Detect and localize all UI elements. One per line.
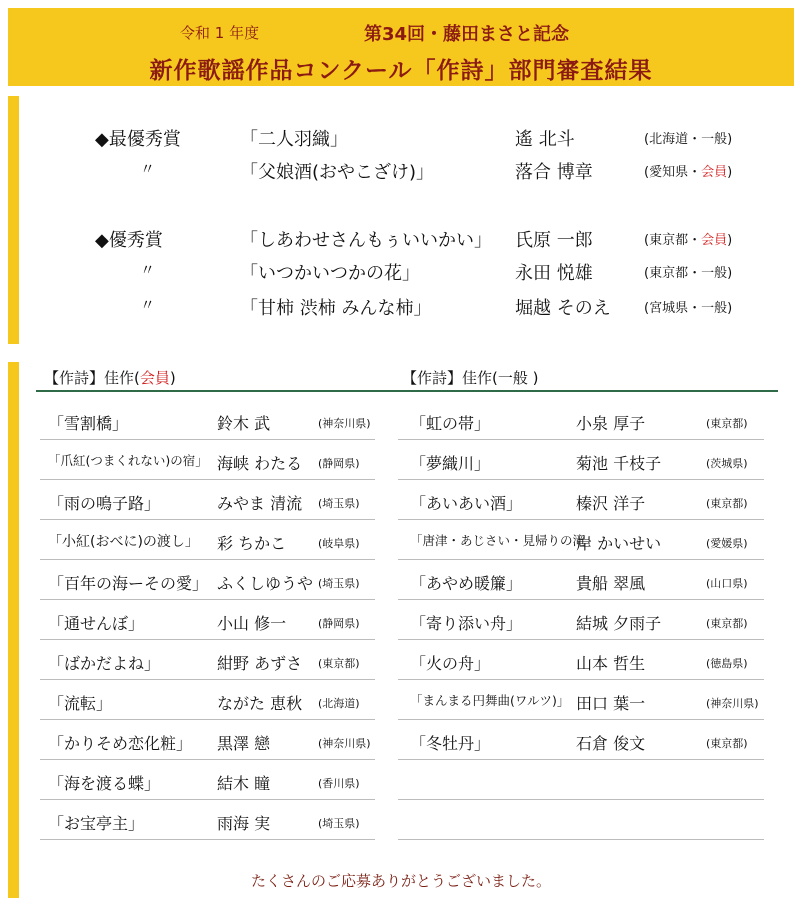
entry-author: 菊池 千枝子 xyxy=(576,454,662,473)
award-pref-open: (北海道・ xyxy=(644,132,702,147)
list-item xyxy=(40,479,375,520)
award-label: ◆最優秀賞 xyxy=(95,129,181,150)
entry-prefecture: (香川県) xyxy=(318,777,360,790)
entry-work-title: 「雪割橋」 xyxy=(48,414,129,433)
entry-work-title: 「冬牡丹」 xyxy=(410,734,491,753)
award-pref-close: ) xyxy=(727,165,733,180)
member-section-heading: 【作詩】佳作(会員) xyxy=(44,369,176,387)
entry-prefecture: (東京都) xyxy=(318,657,360,670)
entry-work-title: 「虹の帯」 xyxy=(410,414,491,433)
award-pref-close: ) xyxy=(727,233,733,248)
award-pref-open: (宮城県・ xyxy=(644,301,702,316)
award-work-title: 「甘柿 渋柿 みんな柿」 xyxy=(240,298,432,319)
entry-work-title: 「寄り添い舟」 xyxy=(410,614,523,633)
award-row xyxy=(0,226,802,256)
entry-work-title: 「あやめ暖簾」 xyxy=(410,574,523,593)
award-label: 〃 xyxy=(140,261,156,279)
award-row xyxy=(0,294,802,324)
award-prefecture xyxy=(644,161,732,180)
entry-work-title: 「火の舟」 xyxy=(410,654,491,673)
entry-prefecture: (愛媛県) xyxy=(706,537,748,550)
award-work-title: 「父娘酒(おやこざけ)」 xyxy=(240,162,435,183)
award-category: 一般 xyxy=(701,301,728,316)
award-work-title: 「しあわせさんもぅいいかい」 xyxy=(240,230,492,251)
award-category: 会員 xyxy=(701,233,728,248)
section-divider xyxy=(36,390,778,392)
award-pref-close: ) xyxy=(727,266,733,281)
list-item xyxy=(40,679,375,720)
award-work-title: 「いつかいつかの花」 xyxy=(240,263,420,284)
entry-prefecture: (埼玉県) xyxy=(318,817,360,830)
entry-prefecture: (東京都) xyxy=(706,617,748,630)
list-item xyxy=(398,399,764,440)
award-author: 氏原 一郎 xyxy=(515,230,593,251)
list-item xyxy=(40,439,375,480)
entry-author: 小泉 厚子 xyxy=(576,414,646,433)
entry-prefecture: (東京都) xyxy=(706,497,748,510)
entry-author: ふくしゆうや xyxy=(217,574,314,593)
header-banner xyxy=(8,8,794,86)
list-item xyxy=(40,639,375,680)
entry-author: 紺野 あずさ xyxy=(217,654,303,673)
entry-prefecture: (徳島県) xyxy=(706,657,748,670)
entry-author: みやま 清流 xyxy=(217,494,303,513)
list-item xyxy=(398,519,764,560)
entry-work-title: 「雨の鳴子路」 xyxy=(48,494,161,513)
entry-prefecture: (静岡県) xyxy=(318,457,360,470)
entry-author: 彩 ちかこ xyxy=(217,534,287,553)
entry-prefecture: (静岡県) xyxy=(318,617,360,630)
award-prefecture xyxy=(644,229,732,248)
award-pref-open: (東京都・ xyxy=(644,266,702,281)
entry-work-title: 「あいあい酒」 xyxy=(410,494,523,513)
award-label: 〃 xyxy=(140,296,156,314)
entry-author: 雨海 実 xyxy=(217,814,271,833)
award-pref-close: ) xyxy=(727,301,733,316)
list-item xyxy=(398,639,764,680)
list-item xyxy=(40,399,375,440)
thanks-message: たくさんのご応募ありがとうございました。 xyxy=(250,872,551,890)
entry-prefecture: (神奈川県) xyxy=(706,697,759,710)
entry-author: ながた 恵秋 xyxy=(217,694,303,713)
list-item xyxy=(40,719,375,760)
general-section-heading: 【作詩】佳作(一般 ) xyxy=(402,369,539,387)
list-item xyxy=(398,599,764,640)
entry-work-title: 「かりそめ恋化粧」 xyxy=(48,734,193,753)
entry-author: 結城 夕雨子 xyxy=(576,614,662,633)
list-item xyxy=(40,599,375,640)
list-item xyxy=(40,559,375,600)
entry-author: 黒澤 戀 xyxy=(217,734,271,753)
empty-row xyxy=(398,759,764,800)
entry-work-title: 「小紅(おべに)の渡し」 xyxy=(48,534,199,550)
entry-work-title: 「百年の海ーその愛」 xyxy=(48,574,209,593)
award-pref-open: (愛知県・ xyxy=(644,165,702,180)
entry-author: 鈴木 武 xyxy=(217,414,271,433)
award-author: 落合 博章 xyxy=(515,162,593,183)
entry-work-title: 「ばかだよね」 xyxy=(48,654,161,673)
award-row xyxy=(0,259,802,289)
award-author: 遙 北斗 xyxy=(515,129,575,150)
award-author: 永田 悦雄 xyxy=(515,263,593,284)
award-label: ◆優秀賞 xyxy=(95,230,163,251)
entry-work-title: 「まんまる円舞曲(ワルツ)」 xyxy=(410,693,570,708)
list-item xyxy=(40,519,375,560)
entry-author: 榛沢 洋子 xyxy=(576,494,646,513)
entry-work-title: 「流転」 xyxy=(48,694,113,713)
award-row xyxy=(0,158,802,188)
award-category: 一般 xyxy=(701,132,728,147)
entry-prefecture: (東京都) xyxy=(706,737,748,750)
list-item xyxy=(398,559,764,600)
award-label: 〃 xyxy=(140,160,156,178)
entry-work-title: 「夢織川」 xyxy=(410,454,491,473)
entry-work-title: 「唐津・あじさい・見帰りの滝」 xyxy=(410,533,598,548)
entry-author: 岸 かいせい xyxy=(576,534,662,553)
award-row xyxy=(0,125,802,155)
fiscal-year: 令和 1 年度 xyxy=(180,24,260,42)
entry-author: 貴船 翠風 xyxy=(576,574,646,593)
award-prefecture xyxy=(644,262,732,281)
list-item xyxy=(398,439,764,480)
list-item xyxy=(40,799,375,840)
entry-work-title: 「お宝亭主」 xyxy=(48,814,145,833)
accent-bar-bottom xyxy=(8,362,19,898)
entry-prefecture: (東京都) xyxy=(706,417,748,430)
page-title: 新作歌謡作品コンクール「作詩」部門審査結果 xyxy=(149,58,653,84)
entry-author: 山本 哲生 xyxy=(576,654,646,673)
award-category: 会員 xyxy=(701,165,728,180)
entry-prefecture: (神奈川県) xyxy=(318,417,371,430)
list-item xyxy=(398,479,764,520)
award-work-title: 「二人羽織」 xyxy=(240,129,348,150)
entry-work-title: 「海を渡る蝶」 xyxy=(48,774,161,793)
award-prefecture xyxy=(644,297,732,316)
entry-author: 石倉 俊文 xyxy=(576,734,646,753)
entry-prefecture: (埼玉県) xyxy=(318,577,360,590)
entry-author: 結木 瞳 xyxy=(217,774,271,793)
award-pref-close: ) xyxy=(727,132,733,147)
entry-prefecture: (北海道) xyxy=(318,697,360,710)
list-item xyxy=(40,759,375,800)
entry-author: 田口 葉一 xyxy=(576,694,646,713)
list-item xyxy=(398,679,764,720)
empty-row xyxy=(398,799,764,840)
list-item xyxy=(398,719,764,760)
award-prefecture xyxy=(644,128,732,147)
entry-prefecture: (埼玉県) xyxy=(318,497,360,510)
entry-author: 小山 修一 xyxy=(217,614,287,633)
entry-prefecture: (山口県) xyxy=(706,577,748,590)
edition-title: 第34回・藤田まさと記念 xyxy=(364,24,570,45)
entry-work-title: 「通せんぼ」 xyxy=(48,614,145,633)
entry-work-title: 「爪紅(つまくれない)の宿」 xyxy=(48,453,208,468)
entry-prefecture: (岐阜県) xyxy=(318,537,360,550)
entry-prefecture: (神奈川県) xyxy=(318,737,371,750)
entry-prefecture: (茨城県) xyxy=(706,457,748,470)
award-category: 一般 xyxy=(701,266,728,281)
award-pref-open: (東京都・ xyxy=(644,233,702,248)
award-author: 堀越 そのえ xyxy=(515,298,611,319)
entry-author: 海峡 わたる xyxy=(217,454,303,473)
